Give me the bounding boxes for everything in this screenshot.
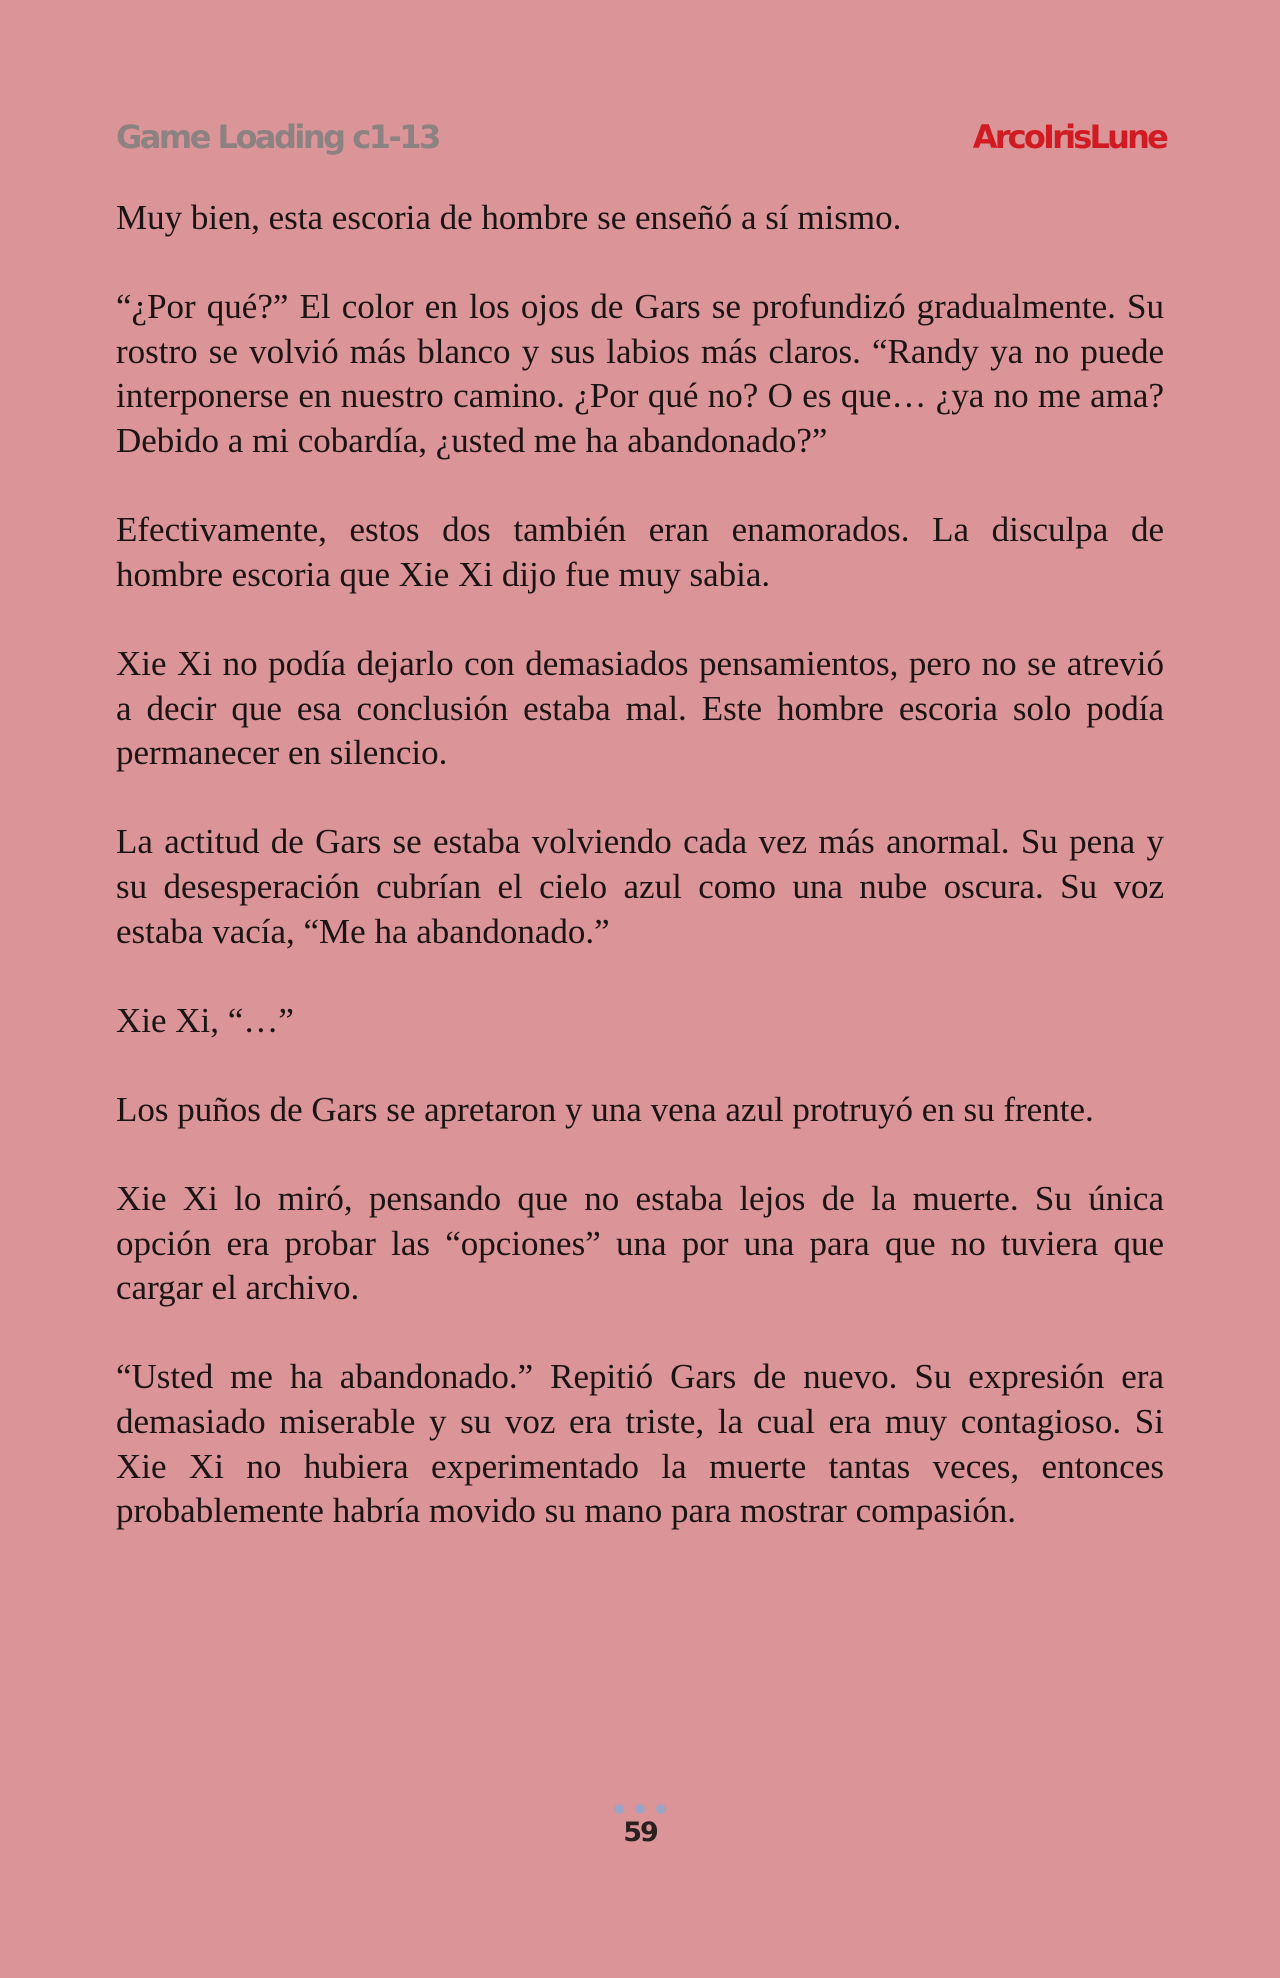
ornament-dot (635, 1804, 645, 1814)
book-title-header: Game Loading c1-13 (116, 118, 439, 156)
paragraph: Xie Xi lo miró, pensando que no estaba lejos de la muerte. Su única opción era probar las “opciones” una por una para que no tuviera que cargar el archivo. (116, 1179, 1164, 1308)
paragraph: Efectivamente, estos dos también eran enamorados. La disculpa de hombre escoria que Xie Xi dijo fue muy sabia. (116, 510, 1164, 594)
paragraph: “¿Por qué?” El color en los ojos de Gars se profundizó gradualmente. Su rostro se volvió más blanco y sus labios más claros. “Randy ya no puede interponerse en nuestro camino. ¿Por qué no? O es que… ¿ya no me ama? Debido a mi cobardía, ¿usted me ha abandonado?” (116, 287, 1164, 460)
paragraph: La actitud de Gars se estaba volviendo cada vez más anormal. Su pena y su desesperación cubrían el cielo azul como una nube oscura. Su voz estaba vacía, “Me ha abandonado.” (116, 822, 1164, 951)
ornament-dot (656, 1804, 666, 1814)
translator-header: ArcoIrisLune (972, 118, 1166, 156)
paragraph: Xie Xi, “…” (116, 1000, 294, 1040)
page-number: 59 (623, 1817, 657, 1848)
ornament-dot (614, 1804, 624, 1814)
paragraph: Los puños de Gars se apretaron y una vena azul protruyó en su frente. (116, 1089, 1094, 1129)
page-body (116, 196, 1164, 1578)
page-ornament-dots (0, 1804, 1280, 1814)
paragraph: Xie Xi no podía dejarlo con demasiados pensamientos, pero no se atrevió a decir que esa conclusión estaba mal. Este hombre escoria solo podía permanecer en silencio. (116, 643, 1164, 773)
paragraph: “Usted me ha abandonado.” Repitió Gars de nuevo. Su expresión era demasiado miserable y su voz era triste, la cual era muy contagioso. Si Xie Xi no hubiera experimentado la muerte tantas veces, entonces probablemente habría movido su mano para mostrar compasión. (116, 1357, 1164, 1531)
paragraph: Muy bien, esta escoria de hombre se enseñó a sí mismo. (116, 198, 902, 237)
